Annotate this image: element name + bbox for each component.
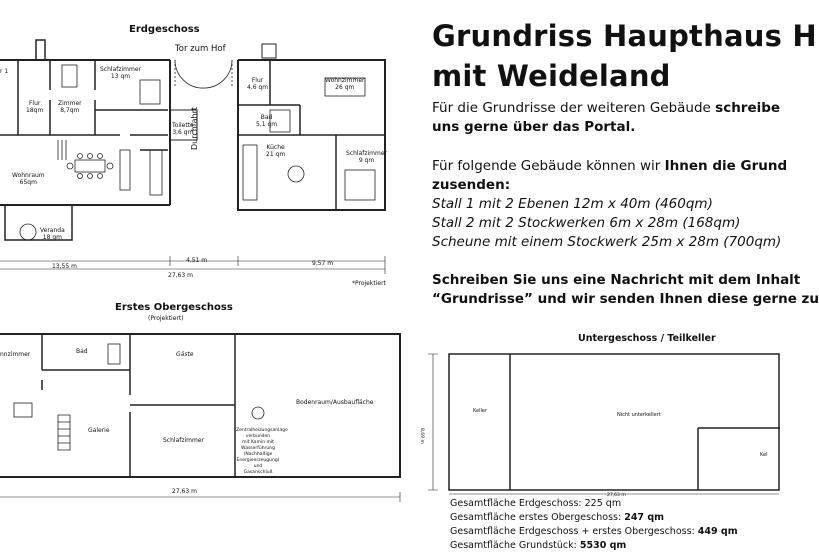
room-wohnraum: Wohnraum 65qm	[12, 172, 45, 186]
room-schlaf9: Schlafzimmer 9 qm	[346, 150, 388, 164]
ground-furniture	[20, 65, 375, 240]
room-schlaf13: Schlafzimmer 13 qm	[100, 66, 142, 80]
area-combined: Gesamtfläche Erdgeschoss + erstes Obergeschoss: 449 qm	[450, 526, 738, 537]
title-line1: Grundriss Haupthaus H	[432, 19, 817, 53]
room-r1: r 1	[0, 68, 9, 75]
room-flur46: Flur 4,6 qm	[247, 77, 269, 91]
follow-line2: zusenden:	[432, 177, 511, 193]
upper-floor-heading: Erstes Obergeschoss	[115, 302, 233, 313]
room-boden: Bodenraum/Ausbaufläche	[296, 399, 374, 406]
intro-line1: Für die Grundrisse der weiteren Gebäude schreibe	[432, 100, 781, 116]
room-toilette: Toilette 3,6 qm	[172, 122, 194, 136]
room-flur18: Flur 18qm	[26, 100, 44, 114]
gate-label: Tor zum Hof	[175, 44, 226, 54]
upper-dimensions	[0, 492, 400, 502]
projected-note: *Projektiert	[352, 280, 386, 287]
intro-line2: uns gerne über das Portal.	[432, 119, 636, 135]
room-schlaf-upper: Schlafzimmer	[163, 437, 205, 444]
basement-dimensions	[428, 354, 779, 494]
basement-dim-width: 27,63 m	[607, 493, 626, 498]
building-stall1: Stall 1 mit 2 Ebenen 12m x 40m (460qm)	[432, 196, 713, 212]
room-galerie: Galerie	[88, 427, 110, 434]
building-scheune: Scheune mit einem Stockwerk 25m x 28m (700qm)	[432, 234, 782, 250]
basement-nicht: Nicht unterkellert	[617, 412, 661, 418]
follow-line1: Für folgende Gebäude können wir Ihnen die Grund	[432, 158, 788, 174]
basement-keller: Keller	[473, 408, 488, 414]
room-veranda: Veranda 18 qm	[40, 227, 65, 241]
stairs-icon	[262, 44, 276, 58]
area-ground: Gesamtfläche Erdgeschoss: 225 qm	[450, 498, 622, 509]
area-upper: Gesamtfläche erstes Obergeschoss: 247 qm	[450, 512, 665, 523]
dim-total: 27,63 m	[168, 272, 193, 279]
dim-mid: 4,51 m	[186, 257, 208, 264]
heating-note: Zentralheizungsanlage verbunden mit Kamin mit Wasserführung (Nachhaltige Energieerzeugung) und Gasanschluß	[236, 428, 288, 475]
basement-plan	[449, 354, 780, 490]
upper-furniture	[14, 344, 264, 450]
building-stall2: Stall 2 mit 2 Stockwerken 6m x 28m (168qm)	[432, 215, 741, 231]
gate-doors	[175, 60, 232, 88]
dim-left: 13,55 m	[52, 263, 77, 270]
upper-floor-subheading: (Projektiert)	[148, 315, 184, 322]
basement-heading: Untergeschoss / Teilkeller	[578, 333, 716, 344]
cta-line2: “Grundrisse” und wir senden Ihnen diese gerne zu	[432, 291, 819, 307]
ground-floor-heading: Erdgeschoss	[129, 24, 200, 35]
room-wohn26: Wohnzimmer 26 qm	[325, 77, 365, 91]
room-gaeste: Gäste	[176, 351, 194, 358]
room-nnzimmer: nnzimmer	[0, 351, 31, 358]
cta-line1: Schreiben Sie uns eine Nachricht mit dem Inhalt	[432, 272, 801, 288]
area-plot: Gesamtfläche Grundstück: 5530 qm	[450, 540, 627, 551]
room-bad-upper: Bad	[76, 348, 88, 355]
room-bad: Bad 5,1 qm	[256, 114, 278, 128]
dim-right: 9,57 m	[312, 260, 334, 267]
basement-keller-right: Kel	[760, 452, 768, 458]
room-kueche: Küche 21 qm	[266, 144, 286, 158]
upper-interior	[42, 334, 235, 477]
room-zimmer: Zimmer 8,7qm	[58, 100, 82, 114]
title-line2: mit Weideland	[432, 59, 671, 93]
upper-dim-total: 27,63 m	[172, 488, 197, 495]
basement-dim-height: 8,69 m	[419, 428, 424, 444]
passage-label: Durchfahrt	[190, 106, 199, 150]
